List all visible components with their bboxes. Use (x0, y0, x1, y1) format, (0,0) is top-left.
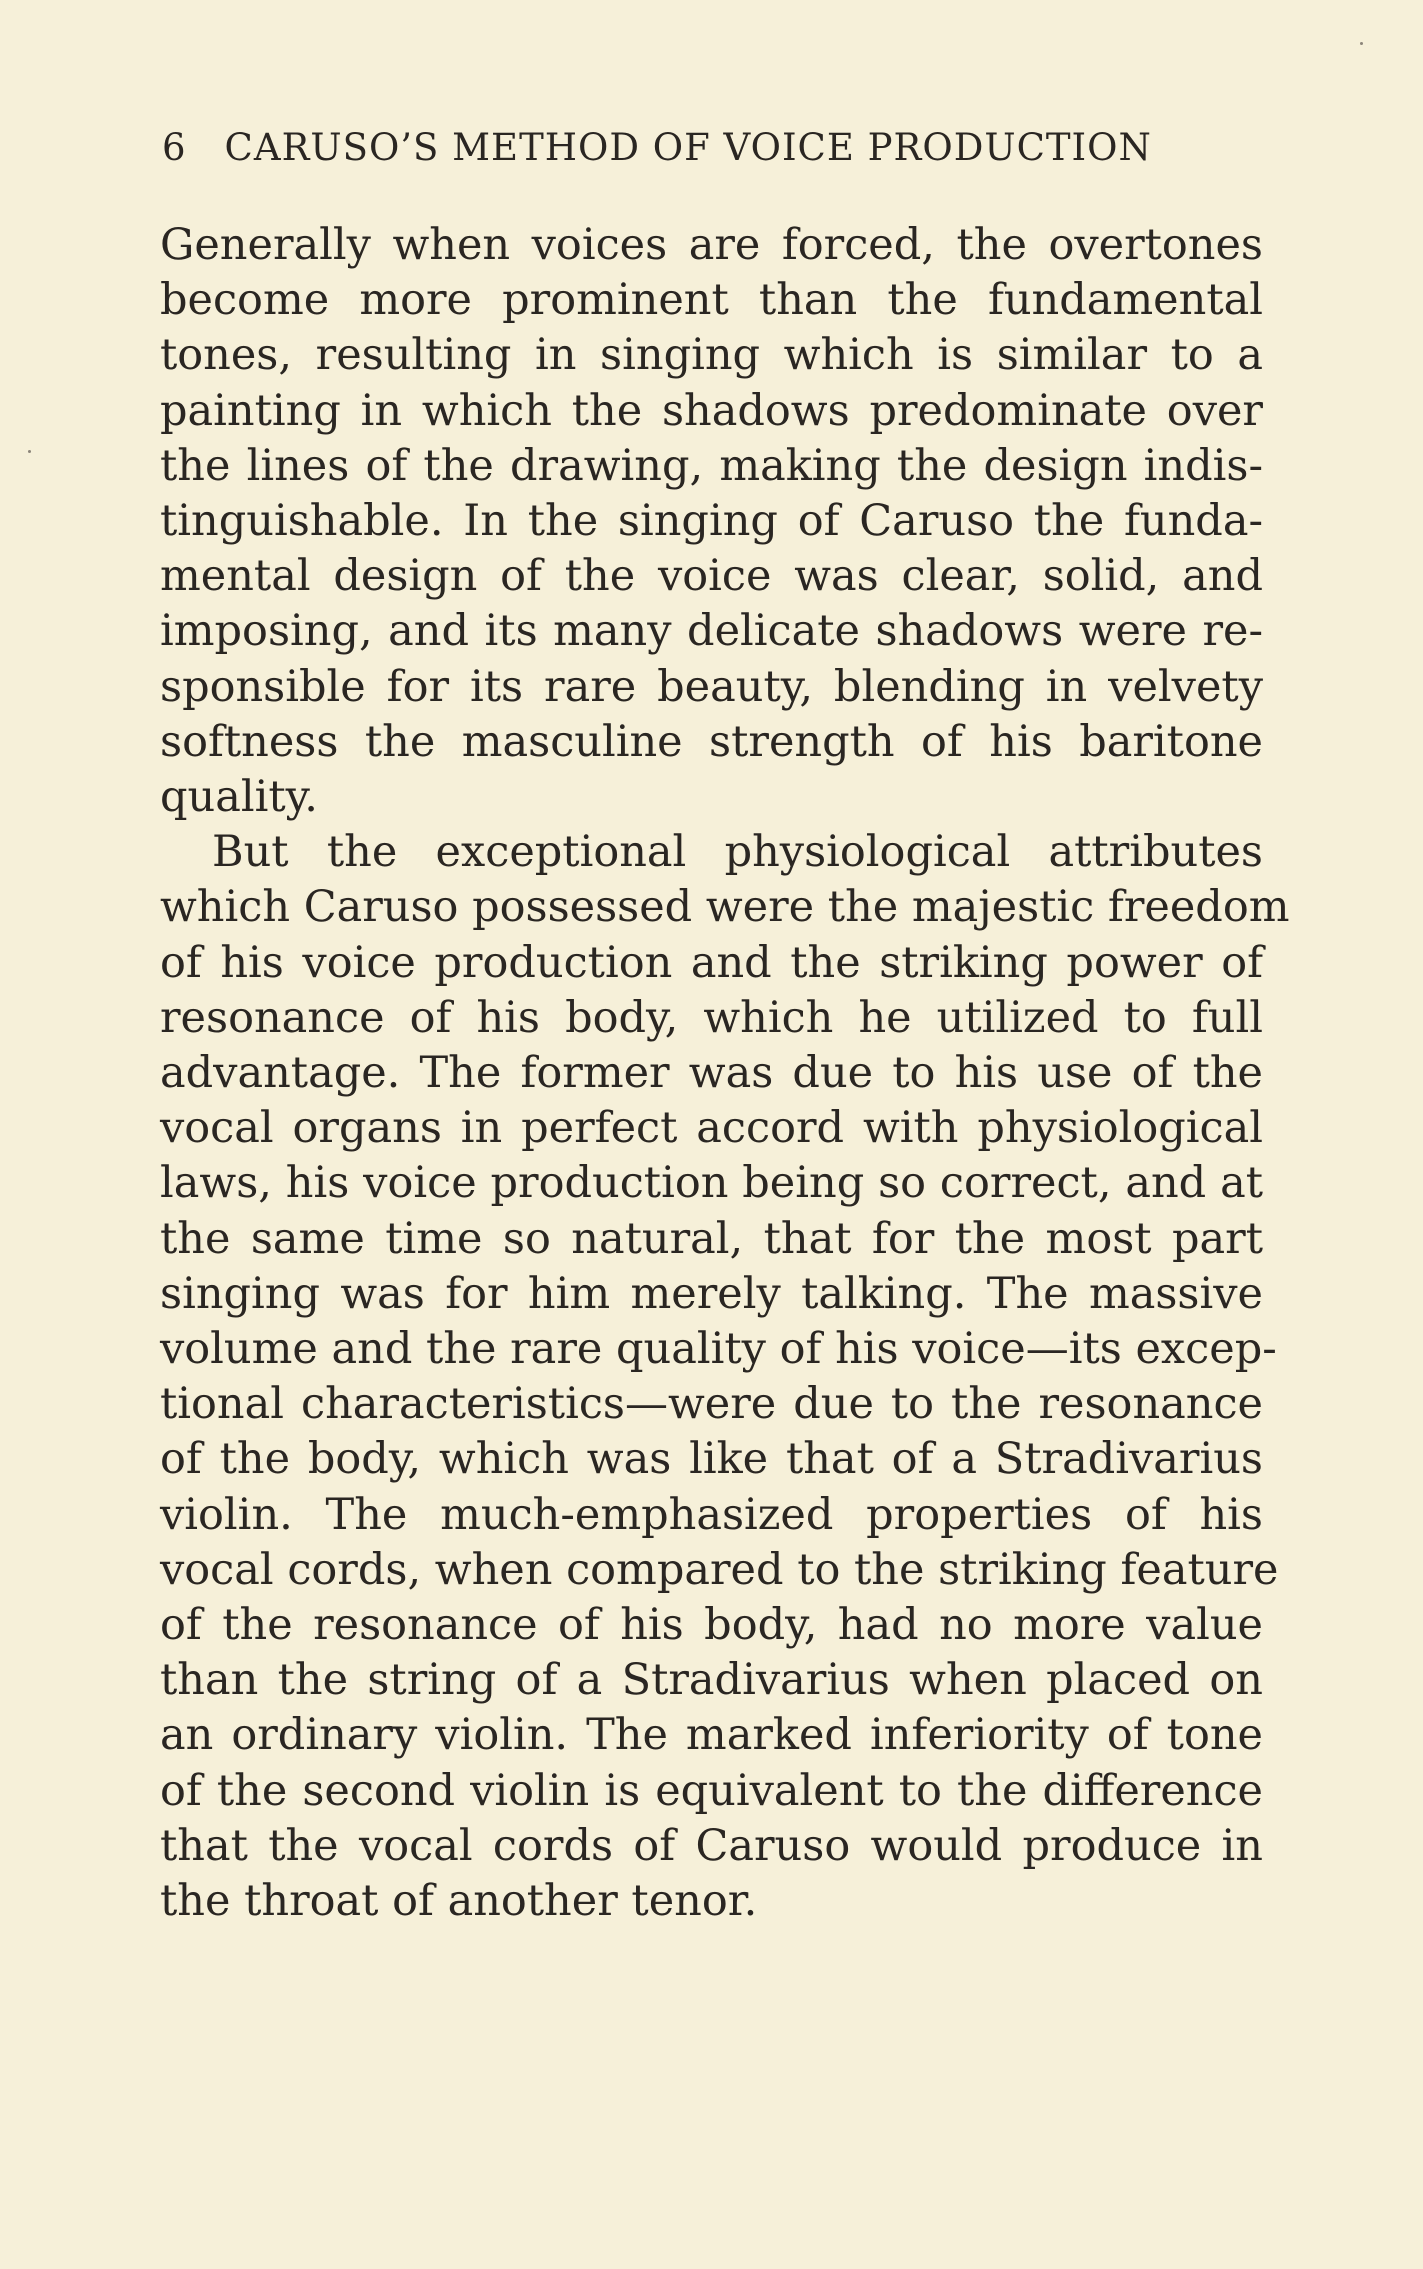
text-line: painting in which the shadows predominate over (160, 385, 1263, 436)
text-line: than the string of a Stradivarius when placed on (160, 1655, 1263, 1706)
text-line: advantage. The former was due to his use of the (160, 1048, 1263, 1099)
text-line: of the body, which was like that of a Stradivarius (160, 1434, 1263, 1485)
paragraph-1 (160, 218, 1263, 825)
text-line: violin. The much-emphasized properties of his (160, 1489, 1263, 1540)
text-line: the same time so natural, that for the most part (160, 1213, 1263, 1264)
text-line: sponsible for its rare beauty, blending in velvety (160, 661, 1263, 712)
text-line: that the vocal cords of Caruso would produce in (160, 1820, 1263, 1871)
text-line: softness the masculine strength of his baritone (160, 716, 1263, 767)
text-line: quality. (160, 772, 318, 823)
text-line: the throat of another tenor. (160, 1876, 758, 1927)
text-line: imposing, and its many delicate shadows were re- (160, 606, 1263, 657)
body-text (160, 218, 1290, 1929)
text-line: vocal organs in perfect accord with physiological (160, 1103, 1263, 1154)
text-line: the lines of the drawing, making the design indis- (160, 440, 1263, 491)
scan-speck (28, 450, 31, 453)
text-line: resonance of his body, which he utilized to full (160, 992, 1263, 1043)
text-line: become more prominent than the fundamental (160, 275, 1263, 326)
text-line: of his voice production and the striking power of (160, 937, 1263, 988)
paragraph-2 (160, 825, 1290, 1929)
text-line: singing was for him merely talking. The massive (160, 1268, 1263, 1319)
scan-speck (1360, 42, 1363, 45)
text-line: mental design of the voice was clear, solid, and (160, 551, 1263, 602)
running-header (162, 126, 1262, 170)
page-number: 6 (162, 126, 187, 169)
text-line: But the exceptional physiological attributes (212, 827, 1263, 878)
text-line: vocal cords, when compared to the striking feature (160, 1544, 1279, 1595)
text-line: laws, his voice production being so correct, and at (160, 1158, 1263, 1209)
text-line: which Caruso possessed were the majestic freedom (160, 882, 1290, 933)
text-line: Generally when voices are forced, the overtones (160, 220, 1263, 270)
text-line: of the second violin is equivalent to the difference (160, 1765, 1263, 1816)
text-line: tional characteristics—were due to the resonance (160, 1379, 1263, 1430)
text-line: an ordinary violin. The marked inferiority of tone (160, 1710, 1263, 1761)
text-line: tinguishable. In the singing of Caruso the funda- (160, 496, 1263, 547)
text-line: volume and the rare quality of his voice—its excep- (160, 1324, 1277, 1375)
text-line: tones, resulting in singing which is similar to a (160, 330, 1263, 381)
text-line: of the resonance of his body, had no more value (160, 1600, 1263, 1651)
running-title: CARUSO’S METHOD OF VOICE PRODUCTION (224, 126, 1152, 169)
